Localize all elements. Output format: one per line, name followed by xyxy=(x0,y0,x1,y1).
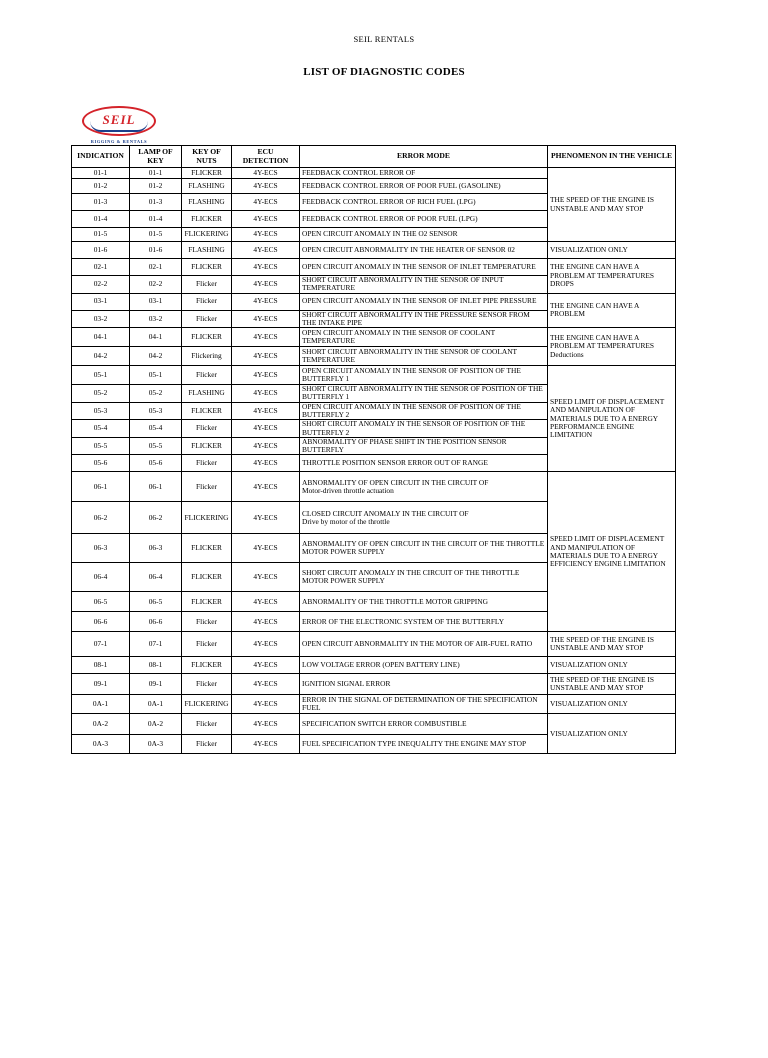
cell-key-of-nuts: FLICKER xyxy=(182,259,232,276)
cell-indication: 04-2 xyxy=(72,347,130,366)
cell-phenomenon: VISUALIZATION ONLY xyxy=(548,657,676,674)
cell-ecu-detection: 4Y-ECS xyxy=(232,211,300,228)
logo-oval-icon xyxy=(82,106,156,136)
cell-error-mode-detail: Drive by motor of the throttle xyxy=(302,516,390,526)
table-row xyxy=(72,714,676,735)
cell-indication: 05-3 xyxy=(72,402,130,420)
cell-ecu-detection: 4Y-ECS xyxy=(232,310,300,328)
cell-lamp-of-key: 01-5 xyxy=(130,228,182,242)
cell-indication: 05-2 xyxy=(72,385,130,403)
cell-ecu-detection: 4Y-ECS xyxy=(232,347,300,366)
cell-error-mode: IGNITION SIGNAL ERROR xyxy=(300,674,548,695)
cell-indication: 0A-1 xyxy=(72,695,130,714)
cell-error-mode: SHORT CIRCUIT ABNORMALITY IN THE PRESSURE SENSOR FROM THE INTAKE PIPE xyxy=(300,310,548,328)
table-row xyxy=(72,632,676,657)
cell-indication: 03-1 xyxy=(72,293,130,310)
cell-lamp-of-key: 06-1 xyxy=(130,472,182,502)
cell-indication: 06-1 xyxy=(72,472,130,502)
cell-error-mode: ABNORMALITY OF OPEN CIRCUIT IN THE CIRCUIT OF THE THROTTLE MOTOR POWER SUPPLY xyxy=(300,534,548,563)
cell-key-of-nuts: Flickering xyxy=(182,347,232,366)
cell-phenomenon: SPEED LIMIT OF DISPLACEMENT AND MANIPULATION OF MATERIALS DUE TO A ENERGY PERFORMANCE ENGINE LIMITATION xyxy=(548,366,676,472)
cell-key-of-nuts: Flicker xyxy=(182,310,232,328)
col-header-phenomenon: PHENOMENON IN THE VEHICLE xyxy=(548,146,676,168)
cell-error-mode: ERROR OF THE ELECTRONIC SYSTEM OF THE BUTTERFLY xyxy=(300,612,548,632)
cell-lamp-of-key: 02-2 xyxy=(130,276,182,294)
cell-lamp-of-key: 0A-1 xyxy=(130,695,182,714)
cell-error-mode: FEEDBACK CONTROL ERROR OF POOR FUEL (LPG) xyxy=(300,211,548,228)
cell-ecu-detection: 4Y-ECS xyxy=(232,328,300,347)
table-row xyxy=(72,674,676,695)
cell-indication: 05-6 xyxy=(72,455,130,472)
cell-lamp-of-key: 08-1 xyxy=(130,657,182,674)
cell-phenomenon: THE SPEED OF THE ENGINE IS UNSTABLE AND MAY STOP xyxy=(548,632,676,657)
cell-phenomenon: THE SPEED OF THE ENGINE IS UNSTABLE AND MAY STOP xyxy=(548,168,676,242)
cell-indication: 06-3 xyxy=(72,534,130,563)
cell-key-of-nuts: FLICKER xyxy=(182,592,232,612)
col-header-lamp-of-key: LAMP OF KEY xyxy=(130,146,182,168)
cell-ecu-detection: 4Y-ECS xyxy=(232,276,300,294)
cell-lamp-of-key: 0A-2 xyxy=(130,714,182,735)
cell-ecu-detection: 4Y-ECS xyxy=(232,402,300,420)
cell-indication: 08-1 xyxy=(72,657,130,674)
cell-key-of-nuts: FLICKER xyxy=(182,168,232,179)
cell-ecu-detection: 4Y-ECS xyxy=(232,472,300,502)
cell-ecu-detection: 4Y-ECS xyxy=(232,437,300,455)
cell-indication: 01-2 xyxy=(72,179,130,194)
cell-key-of-nuts: FLASHING xyxy=(182,385,232,403)
cell-lamp-of-key: 04-1 xyxy=(130,328,182,347)
cell-lamp-of-key: 09-1 xyxy=(130,674,182,695)
table-row xyxy=(72,472,676,502)
seil-logo xyxy=(76,106,162,144)
cell-key-of-nuts: FLASHING xyxy=(182,194,232,211)
cell-indication: 0A-2 xyxy=(72,714,130,735)
cell-key-of-nuts: FLICKER xyxy=(182,211,232,228)
cell-ecu-detection: 4Y-ECS xyxy=(232,385,300,403)
cell-indication: 04-1 xyxy=(72,328,130,347)
cell-key-of-nuts: Flicker xyxy=(182,420,232,438)
cell-phenomenon: THE SPEED OF THE ENGINE IS UNSTABLE AND MAY STOP xyxy=(548,674,676,695)
cell-lamp-of-key: 05-3 xyxy=(130,402,182,420)
cell-phenomenon: SPEED LIMIT OF DISPLACEMENT AND MANIPULATION OF MATERIALS DUE TO A ENERGY EFFICIENCY ENGINE LIMITATION xyxy=(548,472,676,632)
cell-phenomenon: VISUALIZATION ONLY xyxy=(548,695,676,714)
table-row xyxy=(72,259,676,276)
cell-key-of-nuts: Flicker xyxy=(182,612,232,632)
cell-lamp-of-key: 06-3 xyxy=(130,534,182,563)
cell-phenomenon: THE ENGINE CAN HAVE A PROBLEM AT TEMPERATURES Deductions xyxy=(548,328,676,366)
cell-lamp-of-key: 01-3 xyxy=(130,194,182,211)
cell-ecu-detection: 4Y-ECS xyxy=(232,455,300,472)
cell-lamp-of-key: 01-6 xyxy=(130,242,182,259)
cell-error-mode: ABNORMALITY OF PHASE SHIFT IN THE POSITION SENSOR BUTTERFLY xyxy=(300,437,548,455)
logo-swoosh-icon xyxy=(90,121,148,132)
page-title: LIST OF DIAGNOSTIC CODES xyxy=(303,66,465,78)
cell-error-mode: FEEDBACK CONTROL ERROR OF POOR FUEL (GASOLINE) xyxy=(300,179,548,194)
cell-error-mode: ABNORMALITY OF THE THROTTLE MOTOR GRIPPING xyxy=(300,592,548,612)
cell-indication: 0A-3 xyxy=(72,735,130,754)
cell-indication: 01-4 xyxy=(72,211,130,228)
cell-lamp-of-key: 03-1 xyxy=(130,293,182,310)
cell-error-mode: SHORT CIRCUIT ANOMALY IN THE CIRCUIT OF THE THROTTLE MOTOR POWER SUPPLY xyxy=(300,563,548,592)
cell-indication: 03-2 xyxy=(72,310,130,328)
cell-error-mode: THROTTLE POSITION SENSOR ERROR OUT OF RANGE xyxy=(300,455,548,472)
col-header-key-of-nuts: KEY OF NUTS xyxy=(182,146,232,168)
cell-ecu-detection: 4Y-ECS xyxy=(232,168,300,179)
cell-error-mode: OPEN CIRCUIT ANOMALY IN THE SENSOR OF COOLANT TEMPERATURE xyxy=(300,328,548,347)
cell-indication: 01-3 xyxy=(72,194,130,211)
cell-key-of-nuts: Flicker xyxy=(182,276,232,294)
cell-ecu-detection: 4Y-ECS xyxy=(232,735,300,754)
cell-ecu-detection: 4Y-ECS xyxy=(232,657,300,674)
document-page xyxy=(0,34,768,1058)
logo-subtitle: RIGGING & RENTALS xyxy=(90,139,148,144)
table-row xyxy=(72,293,676,310)
cell-ecu-detection: 4Y-ECS xyxy=(232,695,300,714)
cell-lamp-of-key: 01-4 xyxy=(130,211,182,228)
logo-text: SEIL xyxy=(102,112,136,127)
cell-error-mode: SHORT CIRCUIT ANOMALY IN THE SENSOR OF POSITION OF THE BUTTERFLY 2 xyxy=(300,420,548,438)
cell-key-of-nuts: Flicker xyxy=(182,366,232,385)
table-row xyxy=(72,657,676,674)
cell-key-of-nuts: FLICKER xyxy=(182,402,232,420)
cell-key-of-nuts: Flicker xyxy=(182,472,232,502)
cell-error-mode: OPEN CIRCUIT ANOMALY IN THE O2 SENSOR xyxy=(300,228,548,242)
cell-error-mode: OPEN CIRCUIT ANOMALY IN THE SENSOR OF POSITION OF THE BUTTERFLY 2 xyxy=(300,402,548,420)
cell-lamp-of-key: 06-4 xyxy=(130,563,182,592)
cell-error-mode: OPEN CIRCUIT ABNORMALITY IN THE HEATER OF SENSOR 02 xyxy=(300,242,548,259)
cell-lamp-of-key: 05-4 xyxy=(130,420,182,438)
cell-key-of-nuts: FLICKER xyxy=(182,563,232,592)
cell-indication: 09-1 xyxy=(72,674,130,695)
cell-lamp-of-key: 06-5 xyxy=(130,592,182,612)
cell-indication: 01-6 xyxy=(72,242,130,259)
cell-lamp-of-key: 06-2 xyxy=(130,502,182,534)
cell-ecu-detection: 4Y-ECS xyxy=(232,228,300,242)
cell-key-of-nuts: Flicker xyxy=(182,714,232,735)
cell-lamp-of-key: 01-1 xyxy=(130,168,182,179)
cell-error-mode: CLOSED CIRCUIT ANOMALY IN THE CIRCUIT OF Drive by motor of the throttle xyxy=(300,502,548,534)
cell-lamp-of-key: 01-2 xyxy=(130,179,182,194)
cell-error-mode: ABNORMALITY OF OPEN CIRCUIT IN THE CIRCUIT OF Motor-driven throttle actuation xyxy=(300,472,548,502)
cell-error-mode: ERROR IN THE SIGNAL OF DETERMINATION OF THE SPECIFICATION FUEL xyxy=(300,695,548,714)
cell-indication: 05-1 xyxy=(72,366,130,385)
cell-phenomenon: THE ENGINE CAN HAVE A PROBLEM AT TEMPERATURES DROPS xyxy=(548,259,676,294)
cell-phenomenon: THE ENGINE CAN HAVE A PROBLEM xyxy=(548,293,676,328)
table-row xyxy=(72,328,676,347)
cell-lamp-of-key: 05-1 xyxy=(130,366,182,385)
cell-error-mode: FEEDBACK CONTROL ERROR OF RICH FUEL (LPG) xyxy=(300,194,548,211)
cell-key-of-nuts: FLICKER xyxy=(182,437,232,455)
cell-error-mode: LOW VOLTAGE ERROR (OPEN BATTERY LINE) xyxy=(300,657,548,674)
cell-lamp-of-key: 06-6 xyxy=(130,612,182,632)
cell-ecu-detection: 4Y-ECS xyxy=(232,194,300,211)
cell-indication: 02-1 xyxy=(72,259,130,276)
cell-indication: 05-5 xyxy=(72,437,130,455)
cell-ecu-detection: 4Y-ECS xyxy=(232,179,300,194)
cell-key-of-nuts: Flicker xyxy=(182,455,232,472)
diagnostic-codes-table xyxy=(71,145,676,754)
cell-ecu-detection: 4Y-ECS xyxy=(232,632,300,657)
cell-key-of-nuts: Flicker xyxy=(182,632,232,657)
cell-key-of-nuts: FLICKER xyxy=(182,657,232,674)
cell-ecu-detection: 4Y-ECS xyxy=(232,259,300,276)
cell-lamp-of-key: 07-1 xyxy=(130,632,182,657)
table-row xyxy=(72,695,676,714)
col-header-error-mode: ERROR MODE xyxy=(300,146,548,168)
table-header-row xyxy=(72,146,676,168)
cell-lamp-of-key: 05-5 xyxy=(130,437,182,455)
cell-lamp-of-key: 0A-3 xyxy=(130,735,182,754)
cell-ecu-detection: 4Y-ECS xyxy=(232,674,300,695)
cell-ecu-detection: 4Y-ECS xyxy=(232,714,300,735)
cell-error-mode: SPECIFICATION SWITCH ERROR COMBUSTIBLE xyxy=(300,714,548,735)
table-row xyxy=(72,366,676,385)
cell-key-of-nuts: FLASHING xyxy=(182,179,232,194)
cell-ecu-detection: 4Y-ECS xyxy=(232,242,300,259)
cell-key-of-nuts: FLICKERING xyxy=(182,695,232,714)
cell-key-of-nuts: FLICKER xyxy=(182,534,232,563)
col-header-ecu-detection: ECU DETECTION xyxy=(232,146,300,168)
cell-key-of-nuts: FLICKER xyxy=(182,328,232,347)
cell-error-mode: SHORT CIRCUIT ABNORMALITY IN THE SENSOR OF POSITION OF THE BUTTERFLY 1 xyxy=(300,385,548,403)
cell-lamp-of-key: 05-6 xyxy=(130,455,182,472)
cell-ecu-detection: 4Y-ECS xyxy=(232,592,300,612)
cell-ecu-detection: 4Y-ECS xyxy=(232,563,300,592)
cell-ecu-detection: 4Y-ECS xyxy=(232,366,300,385)
cell-indication: 05-4 xyxy=(72,420,130,438)
cell-lamp-of-key: 04-2 xyxy=(130,347,182,366)
cell-indication: 01-1 xyxy=(72,168,130,179)
cell-key-of-nuts: FLICKERING xyxy=(182,502,232,534)
cell-key-of-nuts: Flicker xyxy=(182,293,232,310)
company-header: SEIL RENTALS xyxy=(353,34,415,44)
cell-indication: 01-5 xyxy=(72,228,130,242)
cell-error-mode: SHORT CIRCUIT ABNORMALITY IN THE SENSOR OF INPUT TEMPERATURE xyxy=(300,276,548,294)
cell-key-of-nuts: FLASHING xyxy=(182,242,232,259)
cell-ecu-detection: 4Y-ECS xyxy=(232,612,300,632)
cell-error-mode: FEEDBACK CONTROL ERROR OF xyxy=(300,168,548,179)
cell-indication: 06-6 xyxy=(72,612,130,632)
cell-error-mode: OPEN CIRCUIT ANOMALY IN THE SENSOR OF POSITION OF THE BUTTERFLY 1 xyxy=(300,366,548,385)
cell-key-of-nuts: FLICKERING xyxy=(182,228,232,242)
cell-phenomenon: VISUALIZATION ONLY xyxy=(548,714,676,754)
cell-error-mode: SHORT CIRCUIT ABNORMALITY IN THE SENSOR OF COOLANT TEMPERATURE xyxy=(300,347,548,366)
cell-ecu-detection: 4Y-ECS xyxy=(232,293,300,310)
cell-ecu-detection: 4Y-ECS xyxy=(232,502,300,534)
cell-key-of-nuts: Flicker xyxy=(182,674,232,695)
table-body xyxy=(72,168,676,754)
cell-indication: 06-2 xyxy=(72,502,130,534)
cell-ecu-detection: 4Y-ECS xyxy=(232,534,300,563)
cell-indication: 07-1 xyxy=(72,632,130,657)
cell-error-mode-detail: Motor-driven throttle actuation xyxy=(302,485,394,495)
cell-error-mode: FUEL SPECIFICATION TYPE INEQUALITY THE ENGINE MAY STOP xyxy=(300,735,548,754)
cell-error-mode: OPEN CIRCUIT ABNORMALITY IN THE MOTOR OF AIR-FUEL RATIO xyxy=(300,632,548,657)
cell-ecu-detection: 4Y-ECS xyxy=(232,420,300,438)
cell-lamp-of-key: 05-2 xyxy=(130,385,182,403)
table-row xyxy=(72,168,676,179)
cell-key-of-nuts: Flicker xyxy=(182,735,232,754)
cell-indication: 06-5 xyxy=(72,592,130,612)
cell-indication: 06-4 xyxy=(72,563,130,592)
table-row xyxy=(72,242,676,259)
cell-error-mode: OPEN CIRCUIT ANOMALY IN THE SENSOR OF INLET PIPE PRESSURE xyxy=(300,293,548,310)
cell-indication: 02-2 xyxy=(72,276,130,294)
cell-lamp-of-key: 02-1 xyxy=(130,259,182,276)
cell-phenomenon: VISUALIZATION ONLY xyxy=(548,242,676,259)
cell-lamp-of-key: 03-2 xyxy=(130,310,182,328)
col-header-indication: INDICATION xyxy=(72,146,130,168)
cell-error-mode: OPEN CIRCUIT ANOMALY IN THE SENSOR OF INLET TEMPERATURE xyxy=(300,259,548,276)
